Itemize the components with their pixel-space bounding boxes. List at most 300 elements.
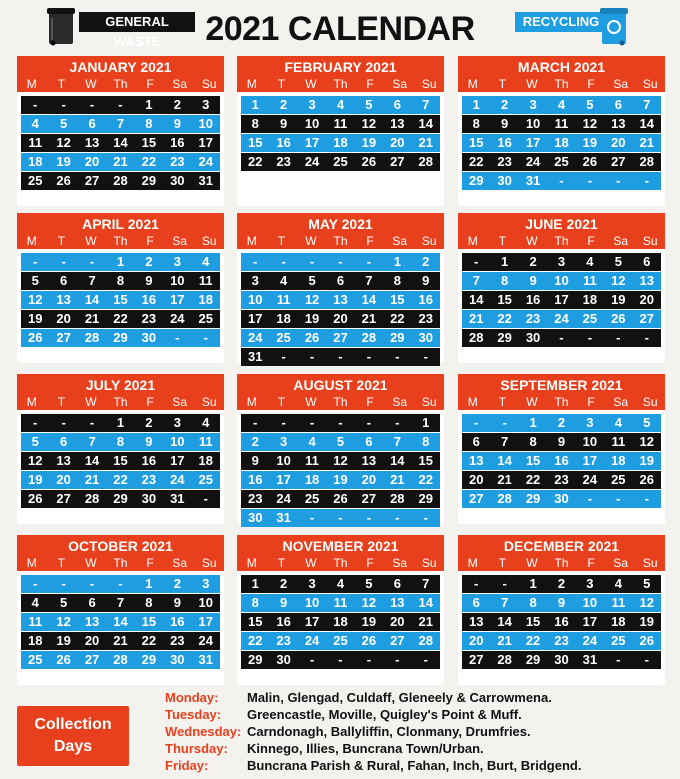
general-waste-week-row [21, 632, 220, 650]
month-title: FEBRUARY 2021 [284, 59, 397, 75]
day-cell: 30 [247, 510, 263, 525]
day-cell: 27 [56, 330, 71, 345]
day-cell: 4 [336, 576, 345, 591]
day-cell: 10 [198, 595, 213, 610]
day-cell: 9 [557, 434, 566, 449]
schedule-row [165, 757, 665, 774]
day-cell: 20 [333, 311, 348, 326]
day-cell: 17 [198, 614, 213, 629]
weekday-label: W [305, 556, 317, 570]
day-cell: - [253, 415, 258, 430]
day-cell: 24 [525, 154, 541, 169]
weekday-label: Su [642, 234, 658, 248]
day-cell: 1 [393, 254, 401, 269]
day-cell: - [309, 254, 315, 269]
day-cell: 2 [145, 254, 153, 269]
day-cell: 25 [611, 472, 626, 487]
day-cell: 16 [141, 292, 157, 307]
day-cell: - [616, 491, 621, 506]
day-cell: 20 [639, 292, 654, 307]
weekday-label: T [277, 395, 286, 409]
day-cell: 5 [308, 273, 316, 288]
day-cell: 3 [280, 434, 288, 449]
day-cell: - [61, 254, 66, 269]
day-cell: 30 [276, 652, 291, 667]
day-cell: 29 [141, 173, 157, 188]
weekday-label: W [85, 77, 97, 91]
day-cell: 9 [529, 273, 537, 288]
day-cell: 17 [525, 135, 541, 150]
weekday-label: F [366, 395, 374, 409]
day-cell: 21 [390, 472, 405, 487]
day-cell: 31 [582, 652, 598, 667]
day-cell: - [559, 330, 564, 345]
day-cell: - [338, 652, 343, 667]
day-cell: 19 [582, 135, 598, 150]
day-cell: 5 [336, 434, 345, 449]
day-cell: - [203, 491, 208, 506]
day-cell: - [309, 415, 315, 430]
weekday-header [458, 233, 665, 249]
day-cell: 15 [113, 453, 128, 468]
recycling-week-row [241, 291, 440, 309]
day-cell: 31 [198, 173, 213, 188]
recycling-week-row [21, 575, 220, 593]
day-cell: 9 [251, 453, 259, 468]
weekday-label: Sa [392, 234, 408, 248]
day-cell: 10 [554, 273, 569, 288]
day-cell: 18 [333, 614, 348, 629]
day-cell: 31 [247, 349, 263, 364]
day-cell: 6 [472, 434, 480, 449]
day-cell: - [309, 349, 315, 364]
day-cell: - [587, 491, 593, 506]
day-cell: 13 [333, 292, 348, 307]
day-cell: - [644, 173, 649, 188]
recycling-week-row [462, 452, 661, 470]
day-cell: 16 [554, 614, 569, 629]
day-cell: 18 [611, 453, 626, 468]
month-title: MARCH 2021 [517, 59, 606, 75]
schedule-day: Friday: [165, 758, 209, 773]
month-title: NOVEMBER 2021 [282, 538, 399, 554]
month-card [458, 374, 665, 524]
weekday-header [458, 76, 665, 92]
general-waste-week-row [21, 414, 220, 432]
month-card [17, 56, 224, 206]
day-cell: 25 [304, 491, 320, 506]
month-card [237, 56, 444, 206]
day-cell: 7 [501, 595, 509, 610]
day-cell: 14 [390, 453, 405, 468]
month-title: JULY 2021 [85, 377, 156, 393]
day-cell: 15 [390, 292, 405, 307]
weekday-label: F [366, 77, 374, 91]
day-cell: 10 [247, 292, 263, 307]
day-cell: 5 [60, 116, 68, 131]
recycling-week-row [241, 433, 440, 451]
day-cell: 24 [170, 311, 185, 326]
day-cell: - [281, 254, 286, 269]
day-cell: 23 [276, 154, 291, 169]
day-cell: 30 [170, 652, 185, 667]
day-cell: 8 [472, 116, 480, 131]
day-cell: 12 [27, 292, 43, 307]
general-waste-week-row [241, 115, 440, 133]
month-card [237, 374, 444, 524]
day-cell: - [644, 491, 649, 506]
schedule-day: Wednesday: [165, 724, 242, 739]
day-cell: 23 [276, 633, 291, 648]
day-cell: - [616, 330, 621, 345]
weekday-label: Su [421, 556, 437, 570]
day-cell: - [33, 415, 38, 430]
weekday-label: T [498, 556, 507, 570]
weekday-header [17, 555, 224, 571]
general-waste-week-row [21, 310, 220, 328]
day-cell: 31 [170, 491, 185, 506]
day-cell: 9 [173, 116, 181, 131]
day-cell: 17 [170, 292, 185, 307]
day-cell: 6 [393, 576, 401, 591]
general-waste-week-row [462, 115, 661, 133]
day-cell: 16 [247, 472, 263, 487]
weekday-label: F [146, 77, 154, 91]
weekday-header [17, 233, 224, 249]
day-cell: 3 [308, 97, 316, 112]
weekday-label: Th [113, 556, 128, 570]
day-cell: 16 [525, 292, 541, 307]
recycling-week-row [21, 651, 220, 669]
weekday-label: F [587, 77, 595, 91]
day-cell: 21 [468, 311, 484, 326]
day-cell: 10 [170, 273, 185, 288]
month-header [458, 535, 665, 571]
schedule-places: Greencastle, Moville, Quigley's Point & Muff. [247, 707, 522, 722]
day-cell: 12 [333, 453, 348, 468]
day-cell: 29 [418, 491, 433, 506]
weekday-label: M [26, 395, 37, 409]
day-cell: 26 [333, 491, 348, 506]
weekday-label: Th [113, 395, 128, 409]
day-cell: 27 [84, 173, 100, 188]
day-cell: 18 [27, 154, 43, 169]
day-cell: 13 [611, 116, 626, 131]
day-cell: 19 [361, 135, 377, 150]
page-title: 2021 CALENDAR [205, 10, 475, 48]
weekday-label: W [526, 395, 538, 409]
day-cell: - [423, 349, 428, 364]
day-cell: 29 [390, 330, 405, 345]
day-cell: 3 [308, 576, 316, 591]
day-cell: 1 [145, 97, 153, 112]
day-cell: 29 [525, 652, 541, 667]
recycling-week-row [21, 471, 220, 489]
weekday-label: F [587, 556, 595, 570]
day-cell: 5 [586, 97, 594, 112]
recycling-week-row [21, 291, 220, 309]
day-cell: 8 [145, 116, 153, 131]
day-cell: 9 [501, 116, 509, 131]
month-card [17, 535, 224, 685]
day-cell: 18 [304, 472, 320, 487]
day-cell: 20 [390, 135, 405, 150]
weekday-label: Th [554, 556, 569, 570]
day-cell: 4 [308, 434, 316, 449]
month-header [237, 213, 444, 249]
day-cell: 27 [611, 154, 626, 169]
weekday-label: Th [113, 77, 128, 91]
day-cell: 22 [525, 472, 541, 487]
weekday-label: M [246, 395, 257, 409]
general-waste-week-row [462, 651, 661, 669]
weekday-label: M [246, 234, 257, 248]
day-cell: 11 [333, 595, 348, 610]
day-cell: 22 [497, 311, 512, 326]
weekday-label: T [277, 556, 286, 570]
day-cell: 14 [361, 292, 377, 307]
recycling-week-row [21, 115, 220, 133]
month-card [17, 374, 224, 524]
day-cell: 6 [643, 254, 651, 269]
day-cell: 27 [56, 491, 71, 506]
general-waste-week-row [21, 452, 220, 470]
month-title: JANUARY 2021 [69, 59, 172, 75]
weekday-label: W [305, 234, 317, 248]
day-cell: 22 [525, 633, 541, 648]
month-header [458, 56, 665, 92]
day-cell: - [366, 510, 372, 525]
weekday-label: Th [333, 556, 348, 570]
recycling-week-row [462, 594, 661, 612]
day-cell: 13 [84, 135, 100, 150]
day-cell: 3 [173, 254, 181, 269]
calendar-header [0, 0, 680, 50]
day-cell: 12 [27, 453, 43, 468]
day-cell: 11 [611, 434, 626, 449]
day-cell: 17 [582, 614, 598, 629]
month-title: OCTOBER 2021 [68, 538, 173, 554]
day-cell: 10 [525, 116, 541, 131]
day-cell: - [474, 415, 479, 430]
day-cell: - [559, 173, 564, 188]
day-cell: 14 [639, 116, 654, 131]
day-cell: 6 [60, 434, 68, 449]
day-cell: 23 [141, 311, 157, 326]
day-cell: - [309, 652, 315, 667]
day-cell: 18 [554, 135, 569, 150]
weekday-header [458, 555, 665, 571]
general-waste-week-row [241, 414, 440, 432]
day-cell: 17 [247, 311, 263, 326]
day-cell: 4 [202, 415, 210, 430]
recycling-week-row [462, 310, 661, 328]
day-cell: - [33, 97, 38, 112]
day-cell: 10 [276, 453, 291, 468]
day-cell: - [616, 173, 621, 188]
weekday-label: M [246, 556, 257, 570]
day-cell: 5 [643, 415, 651, 430]
day-cell: 5 [365, 97, 373, 112]
month-title: AUGUST 2021 [293, 377, 388, 393]
day-cell: 6 [393, 97, 401, 112]
weekday-label: Th [554, 395, 569, 409]
day-cell: 4 [586, 254, 594, 269]
day-cell: 13 [390, 116, 405, 131]
weekday-label: Su [421, 77, 437, 91]
day-cell: 24 [554, 311, 569, 326]
day-cell: 27 [390, 154, 405, 169]
weekday-label: Th [333, 234, 348, 248]
day-cell: 14 [84, 292, 100, 307]
day-cell: 21 [84, 472, 100, 487]
day-cell: 20 [468, 472, 484, 487]
day-cell: 28 [639, 154, 654, 169]
day-cell: 19 [56, 154, 71, 169]
weekday-label: Th [333, 77, 348, 91]
day-cell: 22 [141, 154, 157, 169]
weekday-label: Th [113, 234, 128, 248]
day-cell: 30 [141, 491, 157, 506]
day-cell: 21 [113, 154, 128, 169]
day-cell: 12 [56, 614, 71, 629]
day-cell: 12 [304, 292, 320, 307]
weekday-label: Th [554, 234, 569, 248]
day-cell: 3 [202, 576, 210, 591]
day-cell: 28 [361, 330, 377, 345]
general-waste-bin-icon [47, 6, 75, 46]
recycling-week-row [462, 414, 661, 432]
weekday-label: W [85, 556, 97, 570]
day-cell: 20 [611, 135, 626, 150]
day-cell: 8 [529, 595, 537, 610]
recycling-week-row [462, 272, 661, 290]
day-cell: 21 [113, 633, 128, 648]
day-cell: 12 [361, 595, 377, 610]
day-cell: 11 [305, 453, 319, 468]
day-cell: 16 [418, 292, 433, 307]
month-card [17, 213, 224, 363]
recycling-week-row [241, 594, 440, 612]
day-cell: 14 [468, 292, 484, 307]
day-cell: 17 [304, 614, 320, 629]
day-cell: 21 [418, 135, 433, 150]
day-cell: 6 [88, 595, 96, 610]
weekday-header [237, 76, 444, 92]
day-cell: 2 [529, 254, 537, 269]
day-cell: 1 [529, 415, 537, 430]
schedule-places: Carndonagh, Ballyliffin, Clonmany, Drumfries. [247, 724, 531, 739]
weekday-label: W [85, 234, 97, 248]
weekday-label: F [146, 234, 154, 248]
day-cell: 2 [557, 576, 566, 591]
day-cell: 7 [501, 434, 509, 449]
weekday-label: Su [421, 234, 437, 248]
day-cell: - [61, 97, 66, 112]
day-cell: 5 [614, 254, 622, 269]
day-cell: 21 [361, 311, 377, 326]
day-cell: 20 [84, 633, 100, 648]
collection-schedule [165, 689, 665, 774]
day-cell: 26 [639, 633, 654, 648]
month-header [237, 374, 444, 410]
day-cell: 7 [116, 116, 125, 131]
day-cell: 30 [170, 173, 185, 188]
day-cell: 15 [141, 135, 157, 150]
weekday-label: Sa [613, 77, 629, 91]
day-cell: 1 [251, 97, 259, 112]
recycling-week-row [462, 632, 661, 650]
day-cell: 30 [554, 491, 569, 506]
day-cell: 25 [276, 330, 291, 345]
weekday-label: Sa [392, 77, 408, 91]
weekday-label: M [26, 556, 37, 570]
day-cell: 6 [60, 273, 68, 288]
day-cell: 11 [554, 116, 569, 131]
weekday-label: M [467, 556, 478, 570]
day-cell: 26 [304, 330, 320, 345]
weekday-header [17, 76, 224, 92]
day-cell: 24 [582, 472, 598, 487]
weekday-label: Su [642, 77, 658, 91]
day-cell: 26 [361, 154, 377, 169]
day-cell: 2 [280, 576, 288, 591]
recycling-week-row [21, 613, 220, 631]
day-cell: 10 [582, 595, 598, 610]
day-cell: 7 [88, 273, 96, 288]
weekday-label: M [26, 77, 37, 91]
day-cell: - [395, 510, 400, 525]
day-cell: - [366, 652, 372, 667]
day-cell: - [118, 97, 123, 112]
day-cell: 28 [84, 491, 100, 506]
day-cell: - [309, 510, 315, 525]
day-cell: 20 [56, 311, 71, 326]
general-waste-week-row [462, 433, 661, 451]
general-waste-week-row [241, 272, 440, 290]
day-cell: 4 [614, 415, 622, 430]
day-cell: 19 [361, 614, 377, 629]
day-cell: 2 [280, 97, 288, 112]
day-cell: 24 [170, 472, 185, 487]
day-cell: 7 [365, 273, 373, 288]
weekday-label: T [277, 234, 286, 248]
weekday-label: Su [201, 234, 217, 248]
weekday-label: W [526, 234, 538, 248]
day-cell: 16 [276, 614, 291, 629]
month-title: JUNE 2021 [525, 216, 598, 232]
day-cell: - [366, 349, 372, 364]
general-waste-week-row [462, 613, 661, 631]
day-cell: 3 [557, 254, 566, 269]
weekday-label: W [526, 556, 538, 570]
day-cell: - [338, 415, 343, 430]
weekday-label: F [587, 234, 595, 248]
day-cell: 17 [276, 472, 291, 487]
month-title: MAY 2021 [308, 216, 373, 232]
weekday-label: Su [201, 77, 217, 91]
day-cell: 15 [497, 292, 512, 307]
general-waste-week-row [21, 594, 220, 612]
schedule-day: Tuesday: [165, 707, 222, 722]
day-cell: 10 [304, 116, 320, 131]
day-cell: 4 [557, 97, 566, 112]
day-cell: 9 [173, 595, 181, 610]
day-cell: 21 [639, 135, 654, 150]
weekday-label: W [85, 395, 97, 409]
day-cell: 20 [361, 472, 377, 487]
day-cell: 5 [31, 273, 39, 288]
